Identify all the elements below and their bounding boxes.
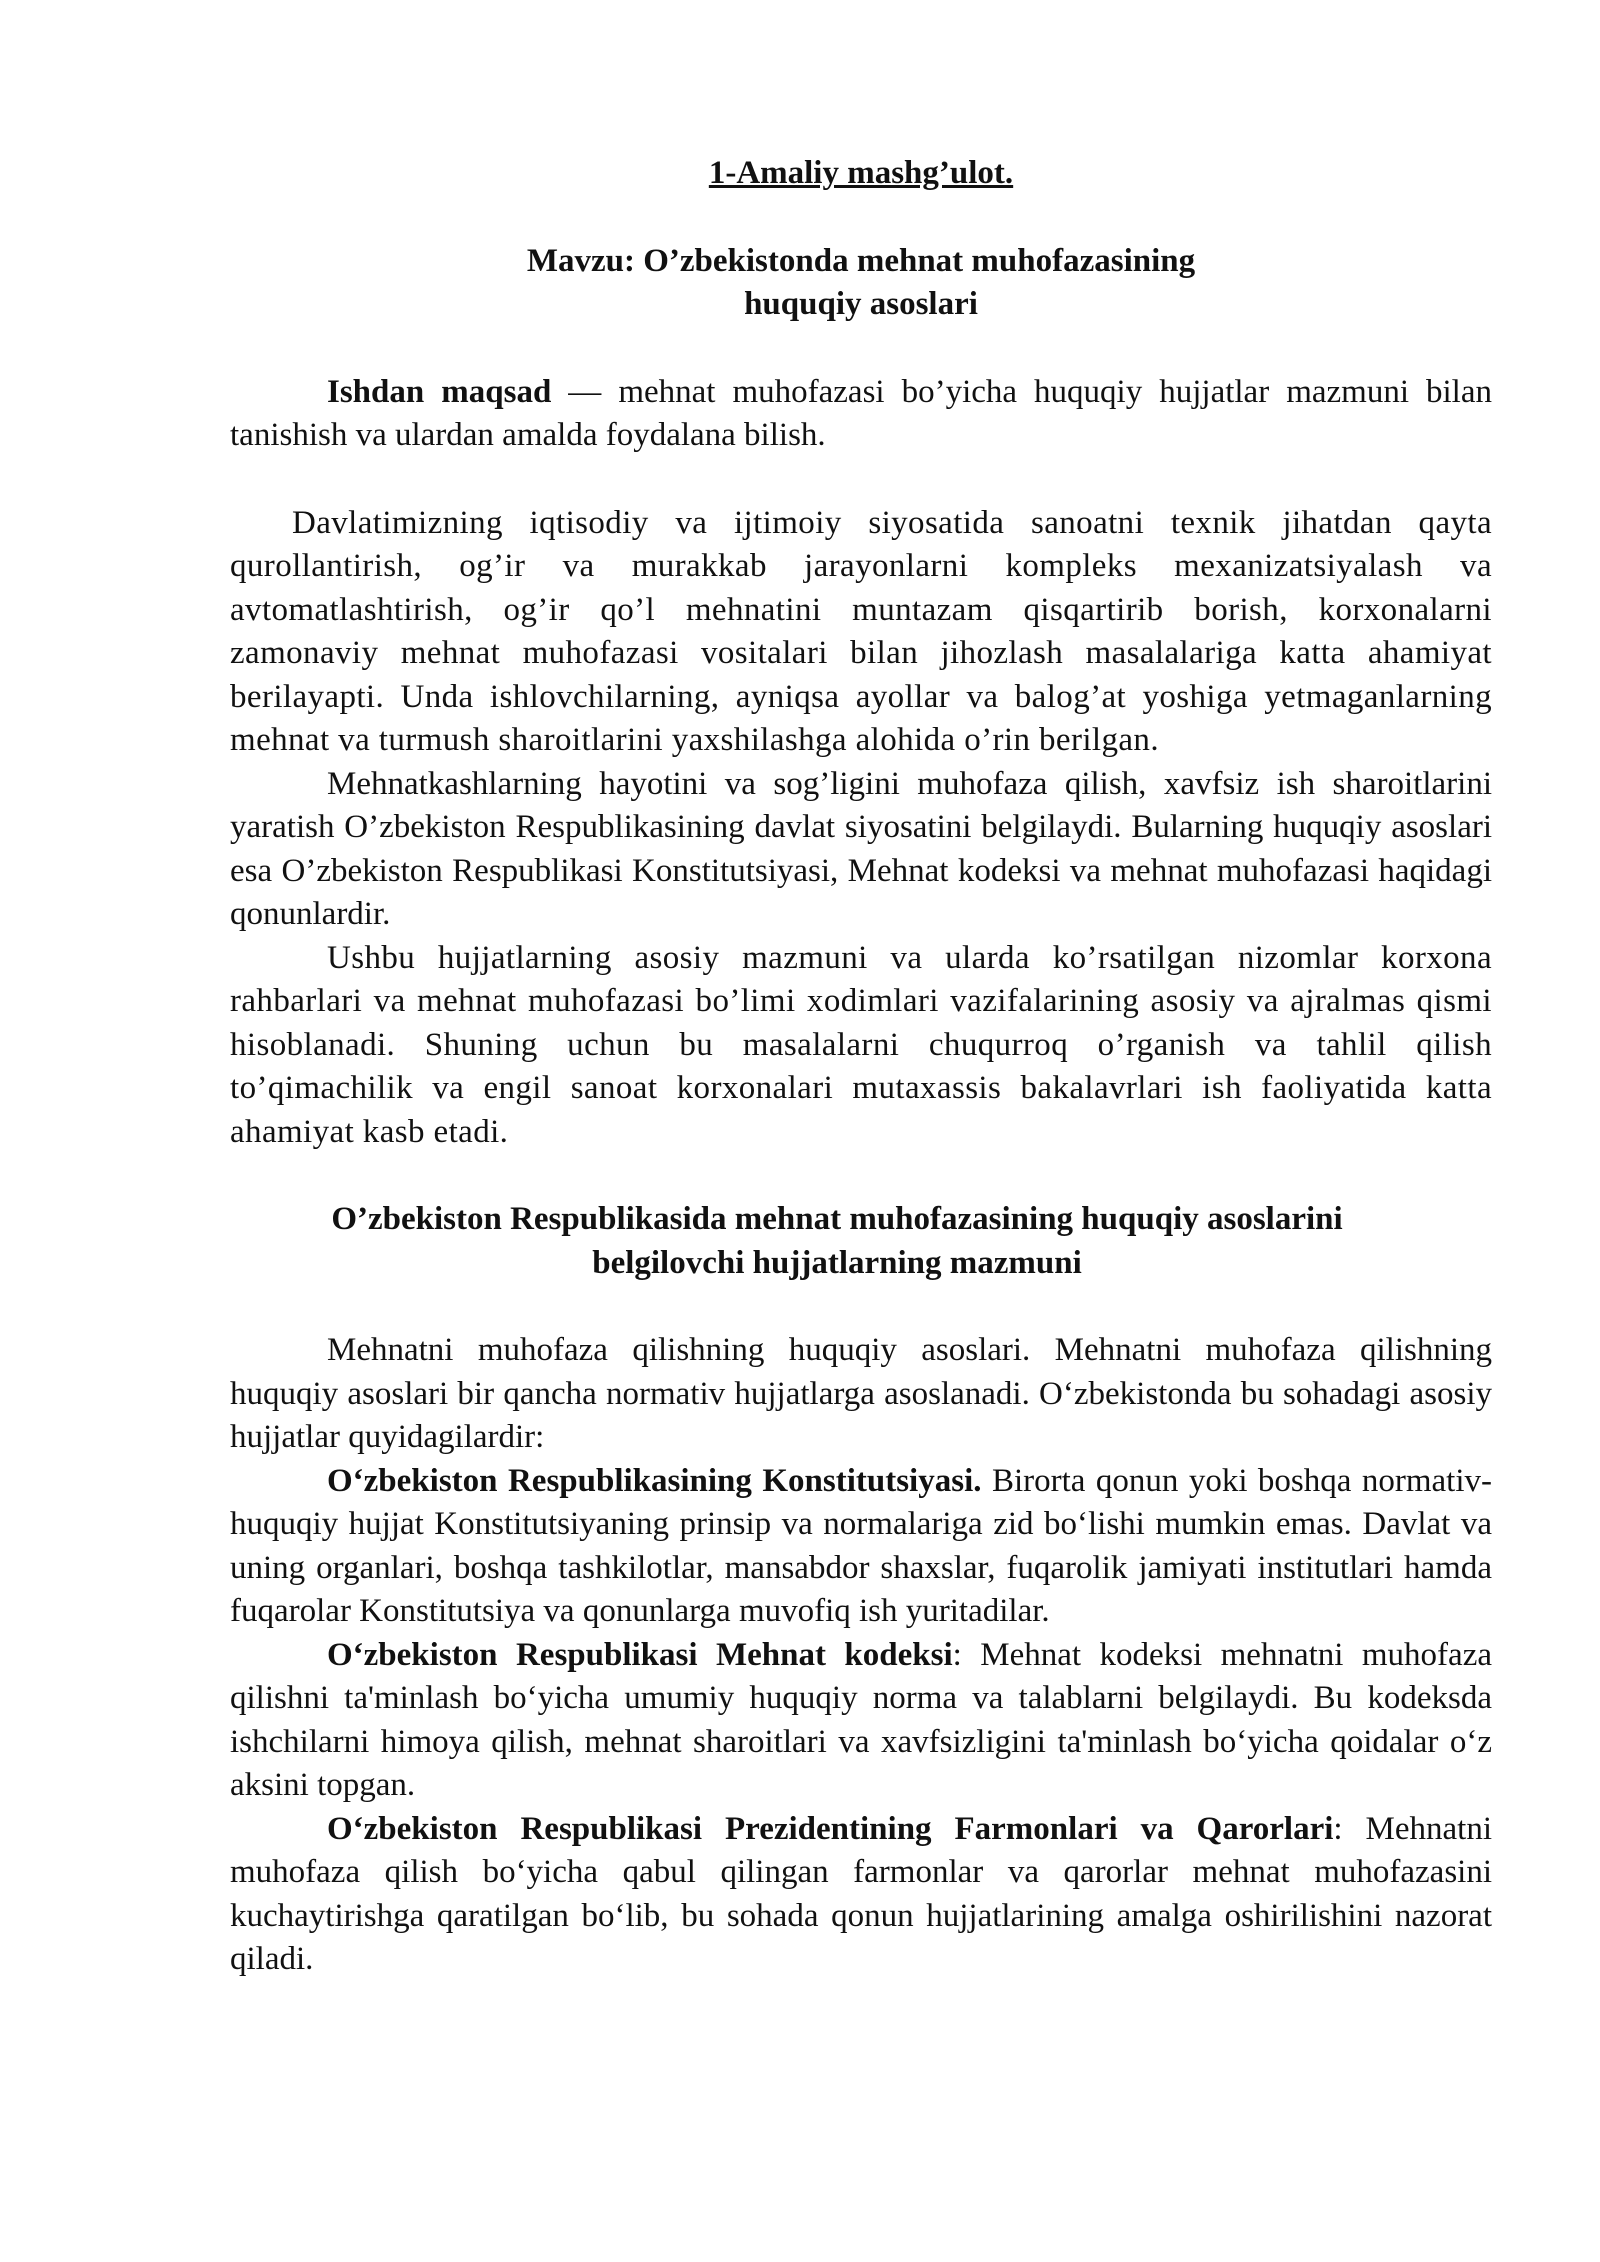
document-content bbox=[230, 152, 1492, 1982]
paragraph-1: Davlatimizning iqtisodiy va ijtimoiy siyosatida sanoatni texnik jihatdan qayta qurollantirish, og’ir va murakkab jarayonlarni kompleks mexanizatsiyalash va avtomatlashtirish, og’ir qo’l mehnatini muntazam qisqartirib borish, korxonalarni zamonaviy mehnat muhofazasi vositalari bilan jihozlash masalalariga katta ahamiyat berilayapti. Unda ishlovchilarning, ayniqsa ayollar va balog’at yoshiga yetmaganlarning mehnat va turmush sharoitlarini yaxshilashga alohida o’rin berilgan. bbox=[230, 504, 1492, 758]
topic-spacing bbox=[230, 327, 1492, 371]
labor-code-label: O‘zbekiston Respublikasi Mehnat kodeksi bbox=[327, 1636, 953, 1673]
labor-code-paragraph bbox=[230, 1634, 1492, 1808]
section-heading-line-2: belgilovchi hujjatlarning mazmuni bbox=[592, 1244, 1082, 1281]
paragraph-3: Ushbu hujjatlarning asosiy mazmuni va ularda ko’rsatilgan nizomlar korxona rahbarlari va mehnat muhofazasi bo’limi xodimlari vazifalarining asosiy va ajralmas qismi hisoblanadi. Shuning uchun bu masalalarni chuqurroq o’rganish va tahlil qilish to’qimachilik va engil sanoat korxonalari mutaxassis bakalavrlari ish faoliyatida katta ahamiyat kasb etadi. bbox=[230, 939, 1492, 1150]
topic-line-2: huquqiy asoslari bbox=[744, 286, 978, 322]
decrees-text: : Mehnatni muhofaza qilish bo‘yicha qabul qilingan farmonlar va qarorlar mehnat muhofazasini kuchaytirishga qaratilgan bo‘lib, bu sohada qonun hujjatlarining amalga oshirilishini nazorat qiladi. bbox=[230, 1810, 1492, 1977]
labor-code-text: : Mehnat kodeksi mehnatni muhofaza qilishni ta'minlash bo‘yicha umumiy huquqiy norma va talablarni belgilaydi. Bu kodeksda ishchilarni himoya qilish, mehnat sharoitlari va xavfsizligini ta'minlash bo‘yicha qoidalar o‘z aksini topgan. bbox=[230, 1636, 1492, 1803]
title-spacing bbox=[230, 196, 1492, 240]
document-title: 1-Amaliy mashg’ulot. bbox=[708, 155, 1014, 191]
section-spacing-before bbox=[230, 1154, 1492, 1198]
section-heading-line-1: O’zbekiston Respublikasida mehnat muhofazasining huquqiy asoslarini bbox=[331, 1201, 1343, 1237]
goal-label: Ishdan maqsad bbox=[327, 373, 552, 410]
section-heading bbox=[206, 1198, 1468, 1285]
goal-text: — mehnat muhofazasi bo’yicha huquqiy hujjatlar mazmuni bilan tanishish va ulardan amalda foydalana bilish. bbox=[230, 373, 1492, 453]
constitution-label: O‘zbekiston Respublikasining Konstitutsiyasi. bbox=[327, 1462, 982, 1499]
goal-paragraph bbox=[230, 371, 1492, 458]
decrees-paragraph bbox=[230, 1808, 1492, 1982]
paragraph-4: Mehnatni muhofaza qilishning huquqiy asoslari. Mehnatni muhofaza qilishning huquqiy asoslari bir qancha normativ hujjatlarga asoslanadi. O‘zbekistonda bu sohadagi asosiy hujjatlar quyidagilardir: bbox=[230, 1332, 1492, 1455]
constitution-paragraph bbox=[230, 1460, 1492, 1634]
decrees-label: O‘zbekiston Respublikasi Prezidentining Farmonlari va Qarorlari bbox=[327, 1810, 1334, 1847]
topic-heading bbox=[230, 240, 1492, 327]
section-spacing-after bbox=[230, 1285, 1492, 1329]
constitution-text: Birorta qonun yoki boshqa normativ-huquqiy hujjat Konstitutsiyaning prinsip va normalariga zid bo‘lishi mumkin emas. Davlat va uning organlari, boshqa tashkilotlar, mansabdor shaxslar, fuqarolik jamiyati institutlari hamda fuqarolar Konstitutsiya va qonunlarga muvofiq ish yuritadilar. bbox=[230, 1462, 1493, 1629]
topic-line-1: Mavzu: O’zbekistonda mehnat muhofazasining bbox=[526, 242, 1196, 279]
paragraph-2: Mehnatkashlarning hayotini va sog’ligini muhofaza qilish, xavfsiz ish sharoitlarini yaratish O’zbekiston Respublikasining davlat siyosatini belgilaydi. Bularning huquqiy asoslari esa O’zbekiston Respublikasi Konstitutsiyasi, Mehnat kodeksi va mehnat muhofazasi haqidagi qonunlardir. bbox=[230, 765, 1492, 932]
goal-spacing bbox=[230, 458, 1492, 502]
